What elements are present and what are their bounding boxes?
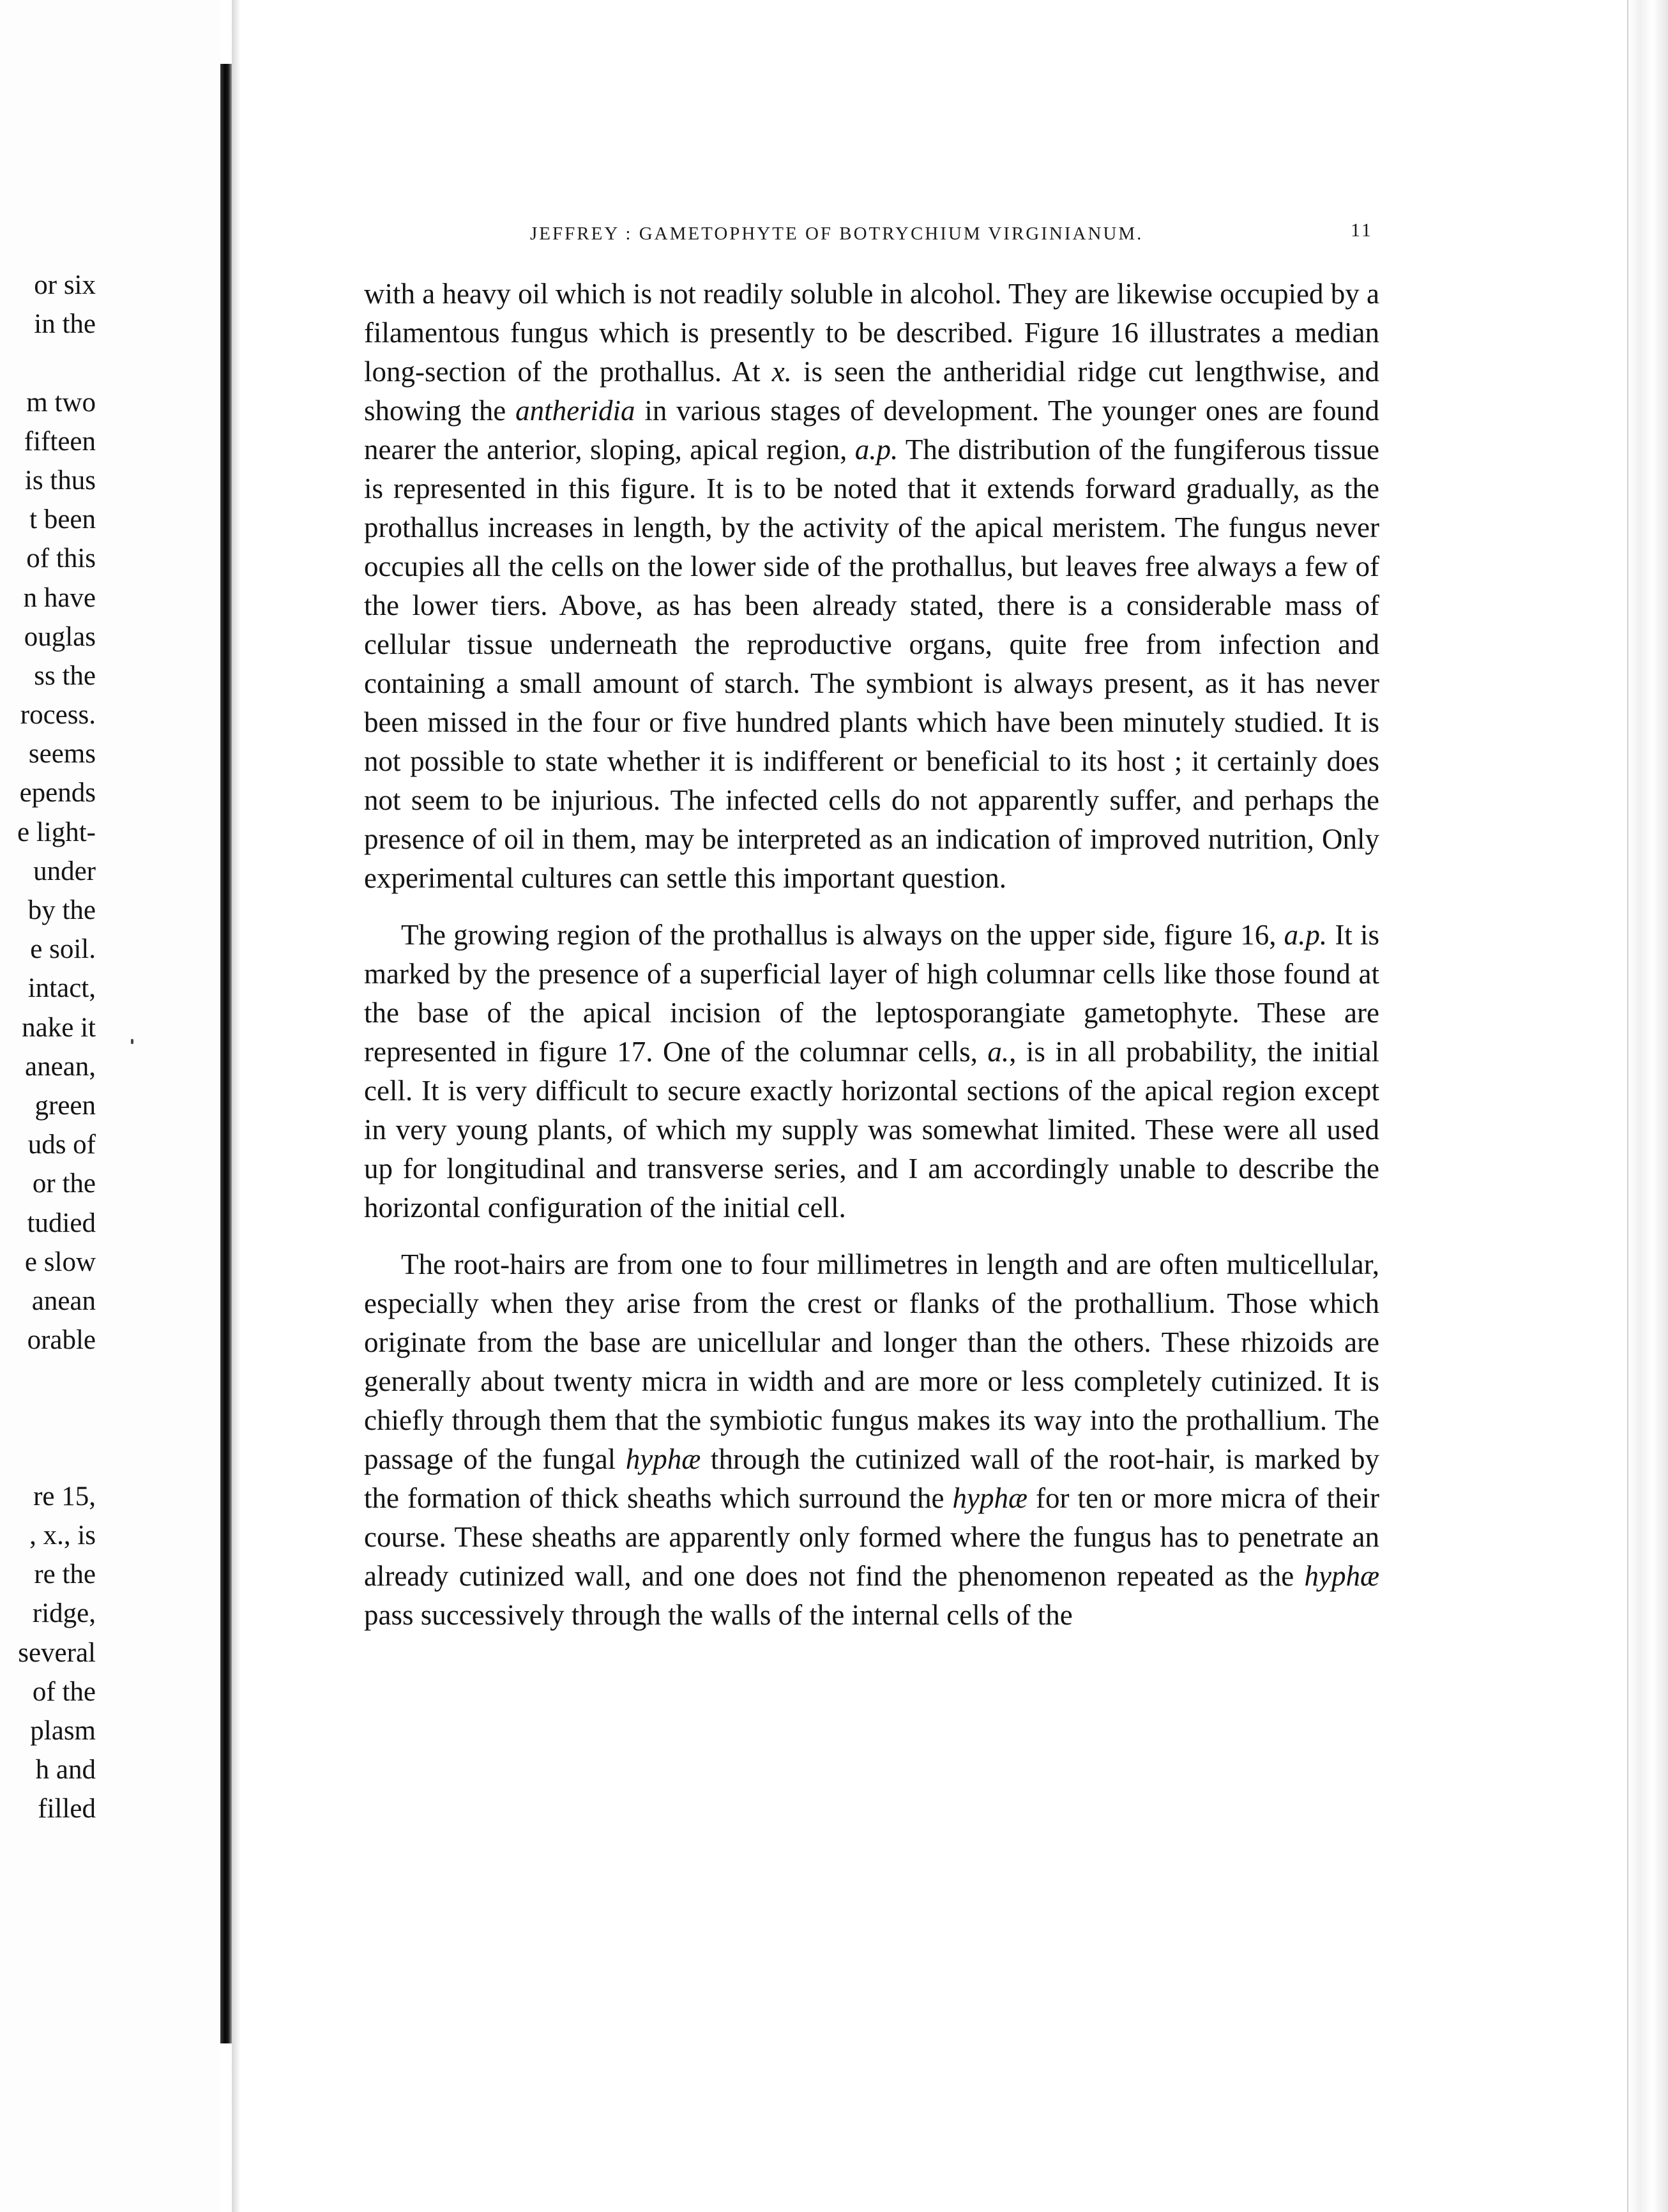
facing-page-line: ouglas <box>24 621 96 652</box>
facing-page-blank-line <box>0 1438 96 1477</box>
facing-page-line: uds of <box>27 1130 96 1160</box>
facing-page-line: e soil. <box>30 934 96 965</box>
facing-page-line: in the <box>34 309 96 340</box>
book-gutter <box>220 64 232 2043</box>
text-run: for ten or more micra of their course. These sheaths are apparently only formed where the fungus has to penetrate an already cutinized wall, and one does not find the phenomenon repeated as the <box>364 1482 1380 1592</box>
body-paragraph <box>364 916 1379 1227</box>
facing-page-line: of the <box>32 1676 96 1707</box>
text-run: The growing region of the prothallus is always on the upper side, figure 16, <box>401 919 1284 951</box>
text-run: , is in all probability, the initial cell. It is very difficult to secure exactly horizontal sections of the apical region except in very young plants, of which my supply was somewhat limited. These were all used up for longitudinal and transverse series, and I am accordingly unable to describe the horizontal configuration of the initial cell. <box>364 1036 1379 1223</box>
facing-page-line: several <box>18 1637 96 1668</box>
facing-page-line: filled <box>38 1794 96 1824</box>
text-run: The root-hairs are from one to four millimetres in length and are often multicellular, especially when they arise from the crest or flanks of the prothallium. Those which originate from the base are unicellular and longer than the others. These rhizoids are generally about twenty micra in width and are more or less completely cutinized. It is chiefly through them that the symbiotic fungus makes its way into the prothallium. The passage of the fungal <box>364 1248 1379 1475</box>
facing-page-line: tudied <box>27 1208 96 1238</box>
facing-page-line: e slow <box>24 1246 96 1277</box>
facing-page-line: by the <box>27 895 96 925</box>
facing-page-line: t been <box>29 504 96 535</box>
italic-term: hyphæ <box>625 1443 701 1475</box>
facing-page-line: seems <box>28 739 96 769</box>
facing-page-line: re 15, <box>33 1481 96 1511</box>
facing-page-line: or six <box>34 270 96 300</box>
facing-page-line: ridge, <box>32 1598 96 1629</box>
facing-page-blank-line <box>0 1360 96 1398</box>
gutter-shadow <box>232 0 241 2212</box>
facing-page-line: e light- <box>17 817 96 847</box>
body-text <box>364 275 1379 1653</box>
facing-page-text-fragments <box>0 266 96 1829</box>
facing-page-line: anean <box>31 1285 96 1316</box>
italic-term: hyphæ <box>1304 1560 1379 1592</box>
italic-term: hyphæ <box>952 1482 1028 1514</box>
italic-term: x. <box>771 356 792 388</box>
facing-page-blank-line <box>0 344 96 383</box>
italic-term: a. <box>987 1036 1010 1068</box>
facing-page-line: ss the <box>34 660 96 691</box>
facing-page-line: epends <box>19 778 96 808</box>
facing-page-line: green <box>34 1090 96 1121</box>
page-number: 11 <box>1351 220 1373 241</box>
facing-page-line: intact, <box>27 973 96 1004</box>
facing-page-line: plasm <box>30 1715 96 1746</box>
page-edge <box>1628 0 1668 2212</box>
facing-page-line: of this <box>26 543 96 574</box>
facing-page-line: , x., is <box>29 1520 96 1550</box>
facing-page-line: is thus <box>24 465 96 496</box>
body-paragraph <box>364 275 1379 898</box>
facing-page-line: nake it <box>22 1012 96 1043</box>
italic-term: a.p. <box>1284 919 1328 951</box>
facing-page-line: re the <box>34 1559 96 1590</box>
facing-page-line: h and <box>35 1755 96 1785</box>
text-run: pass successively through the walls of the internal cells of the <box>364 1599 1073 1631</box>
text-run: It is marked by the presence of a superficial layer of high columnar cells like those found at the base of the apical incision of the leptosporangiate gametophyte. These are represented in figure 17. One of the columnar cells, <box>364 919 1379 1068</box>
ink-speck <box>131 1039 133 1044</box>
facing-page-line: under <box>33 856 96 886</box>
facing-page-line: rocess. <box>20 700 96 731</box>
running-header-title: JEFFREY : GAMETOPHYTE OF BOTRYCHIUM VIRGINIANUM. <box>530 223 1144 244</box>
facing-page <box>0 0 220 2212</box>
text-run: with a heavy oil which is not readily soluble in alcohol. They are likewise occupied by a filamentous fungus which is presently to be described. Figure 16 illustrates a median long-section of the prothallus. At <box>364 278 1379 388</box>
facing-page-line: orable <box>27 1325 96 1356</box>
facing-page-line: m two <box>26 387 96 418</box>
facing-page-blank-line <box>0 1398 96 1437</box>
text-run: is seen the antheridial ridge cut lengthwise, and showing the <box>364 356 1379 427</box>
text-run: The distribution of the fungiferous tissue is represented in this figure. It is to be noted that it extends forward gradually, as the prothallus increases in length, by the activity of the apical meristem. The fungus never occupies all the cells on the lower side of the prothallus, but leaves free always a few of the lower tiers. Above, as has been already stated, there is a considerable mass of cellular tissue underneath the reproductive organs, quite free from infection and containing a small amount of starch. The symbiont is always present, as it has never been missed in the four or five hundred plants which have been minutely studied. It is not possible to state whether it is indifferent or beneficial to its host ; it certainly does not seem to be injurious. The infected cells do not apparently suffer, and perhaps the presence of oil in them, may be interpreted as an indication of improved nutrition, Only experimental cultures can settle this important question. <box>364 434 1379 894</box>
facing-page-line: fifteen <box>24 426 96 457</box>
facing-page-line: or the <box>32 1169 96 1199</box>
text-run: in various stages of development. The younger ones are found nearer the anterior, sloping, apical region, <box>364 395 1379 466</box>
body-paragraph <box>364 1245 1379 1635</box>
text-run: through the cutinized wall of the root-hair, is marked by the formation of thick sheaths which surround the <box>364 1443 1379 1514</box>
facing-page-line: anean, <box>24 1051 96 1082</box>
italic-term: a.p. <box>854 434 898 466</box>
italic-term: antheridia <box>515 395 635 427</box>
facing-page-line: n have <box>23 582 96 613</box>
